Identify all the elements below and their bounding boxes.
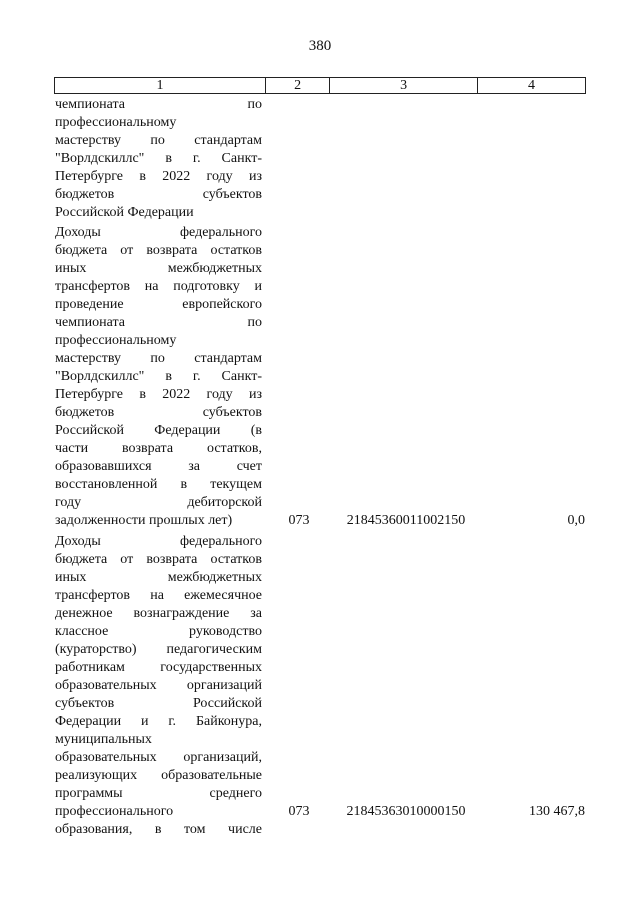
row-code: 073 xyxy=(288,513,310,528)
description-line: году дебиторской xyxy=(55,495,262,510)
table-header xyxy=(54,77,586,94)
description-line: классное руководство xyxy=(55,624,262,639)
description-line: профессионального xyxy=(55,804,174,819)
description-line: бюджетов субъектов xyxy=(55,405,262,420)
row-sum: 0,0 xyxy=(567,513,585,528)
row-description xyxy=(55,533,262,839)
description-line: денежное вознаграждение за xyxy=(55,606,262,621)
row-description xyxy=(55,96,262,222)
description-line: восстановленной в текущем xyxy=(55,477,262,492)
header-col-3: 3 xyxy=(330,78,478,94)
description-line: Доходы федерального xyxy=(55,534,262,549)
description-line: чемпионата по xyxy=(55,315,262,330)
page-number: 380 xyxy=(308,38,332,54)
description-line: образования, в том числе xyxy=(55,822,262,837)
row-code: 073 xyxy=(288,804,310,819)
description-line: чемпионата по xyxy=(55,97,262,112)
description-line: (кураторство) педагогическим xyxy=(55,642,262,657)
description-line: задолженности прошлых лет) xyxy=(55,513,233,528)
description-line: Доходы федерального xyxy=(55,225,262,240)
description-line: трансфертов на ежемесячное xyxy=(55,588,262,603)
description-line: иных межбюджетных xyxy=(55,570,262,585)
description-line: "Ворлдскиллс" в г. Санкт- xyxy=(55,151,262,166)
description-line: профессиональному xyxy=(55,115,177,130)
row-sum: 130 467,8 xyxy=(529,804,585,819)
description-line: Федерации и г. Байконура, xyxy=(55,714,262,729)
description-line: Российской Федерации xyxy=(55,205,194,220)
description-line: образовавшихся за счет xyxy=(55,459,262,474)
description-line: проведение европейского xyxy=(55,297,262,312)
row-description xyxy=(55,224,262,530)
description-line: работникам государственных xyxy=(55,660,262,675)
description-line: Петербурге в 2022 году из xyxy=(55,387,262,402)
description-line: программы среднего xyxy=(55,786,262,801)
description-line: образовательных организаций, xyxy=(55,750,262,765)
description-line: бюджетов субъектов xyxy=(55,187,262,202)
table-row xyxy=(55,533,585,839)
description-line: части возврата остатков, xyxy=(55,441,262,456)
description-line: иных межбюджетных xyxy=(55,261,262,276)
description-line: Петербурге в 2022 году из xyxy=(55,169,262,184)
description-line: трансфертов на подготовку и xyxy=(55,279,262,294)
header-col-2: 2 xyxy=(265,78,329,94)
description-line: "Ворлдскиллс" в г. Санкт- xyxy=(55,369,262,384)
header-col-1: 1 xyxy=(55,78,266,94)
row-kbk: 21845363010000150 xyxy=(346,804,466,819)
description-line: реализующих образовательные xyxy=(55,768,262,783)
table-row xyxy=(55,224,585,530)
description-line: муниципальных xyxy=(55,732,152,747)
description-line: бюджета от возврата остатков xyxy=(55,552,262,567)
table-row xyxy=(55,96,585,222)
description-line: бюджета от возврата остатков xyxy=(55,243,262,258)
header-col-4: 4 xyxy=(477,78,585,94)
description-line: мастерству по стандартам xyxy=(55,133,262,148)
description-line: мастерству по стандартам xyxy=(55,351,262,366)
description-line: образовательных организаций xyxy=(55,678,262,693)
row-kbk: 21845360011002150 xyxy=(346,513,466,528)
description-line: субъектов Российской xyxy=(55,696,262,711)
description-line: профессиональному xyxy=(55,333,177,348)
description-line: Российской Федерации (в xyxy=(55,423,262,438)
